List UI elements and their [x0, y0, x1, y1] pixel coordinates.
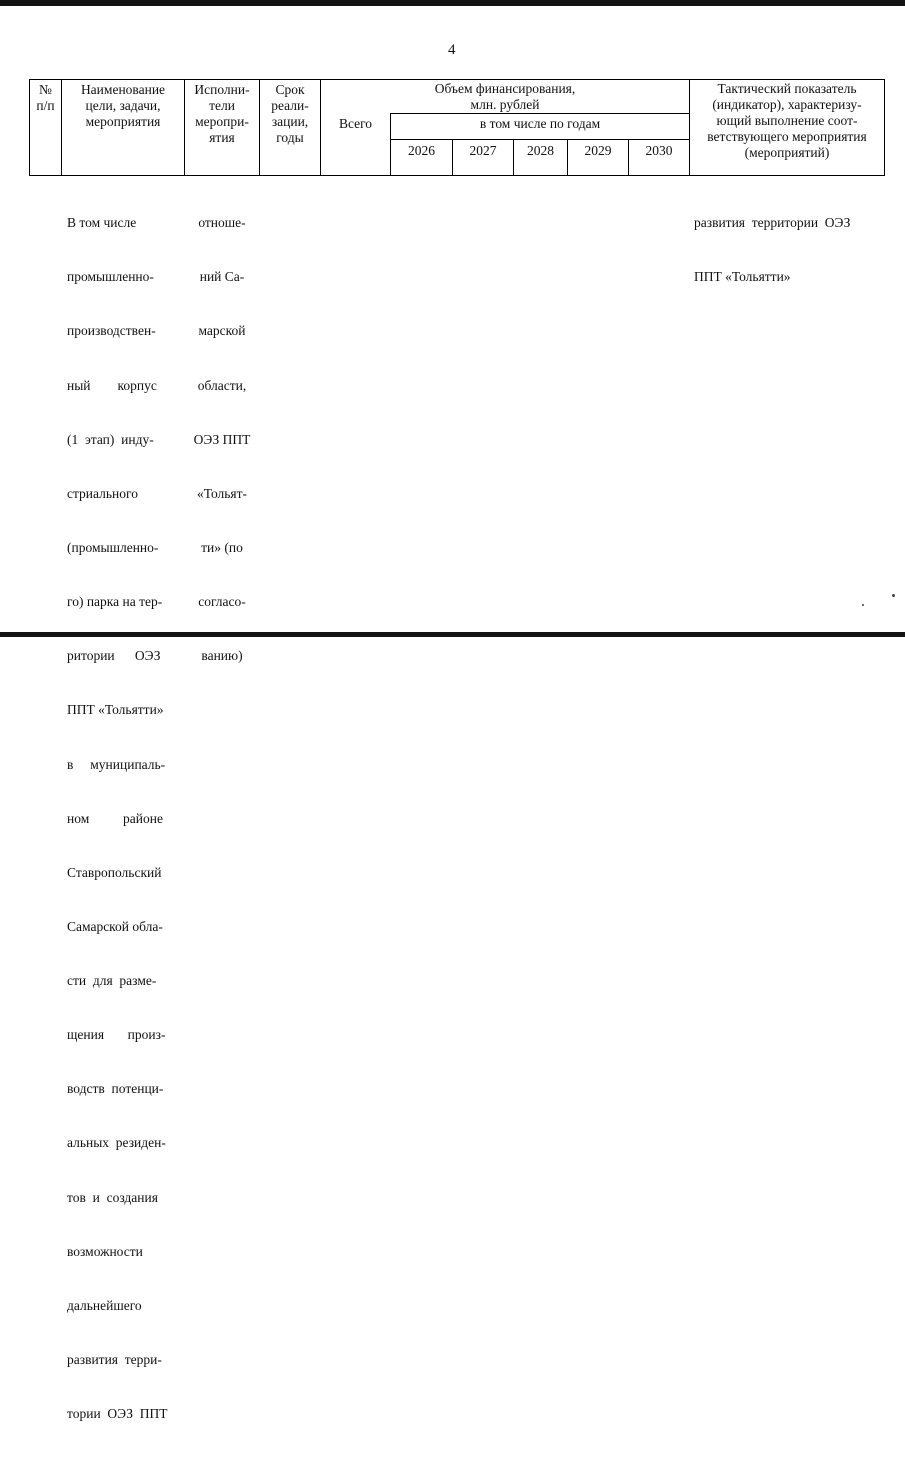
measure-line: промышленно-: [67, 269, 154, 285]
funding-title-rule: [390, 113, 689, 114]
executor-line: ванию): [201, 648, 243, 664]
measure-line: в муниципаль-: [67, 756, 166, 772]
measure-line: ный корпус: [67, 377, 157, 393]
measure-line: дальнейшего: [67, 1297, 142, 1313]
header-name: Наименование цели, задачи, мероприятия: [80, 82, 166, 129]
measure-cell: [67, 178, 168, 1459]
executor-line: отноше-: [198, 215, 246, 231]
header-indicator: Тактический показатель (индикатор), характеризу- ющий выполнение соот- ветствующего мероприятия (мероприятий): [707, 81, 867, 160]
measure-line: ном районе: [67, 810, 163, 826]
measure-line: (1 этап) инду-: [67, 431, 154, 447]
header-num: № п/п: [36, 82, 55, 113]
header-bottom-rule: [29, 175, 884, 176]
measure-line: производствен-: [67, 323, 156, 339]
measure-line: го) парка на тер-: [67, 594, 163, 610]
executors-cell: [186, 178, 258, 701]
measure-line: щения произ-: [67, 1027, 166, 1043]
header-year-2026: 2026: [408, 143, 435, 158]
header-total: Всего: [338, 116, 373, 131]
measure-line: тории ОЭЗ ППТ: [67, 1406, 168, 1422]
measure-line: ППТ «Тольятти»: [67, 702, 164, 718]
header-funding-title: Объем финансирования, млн. рублей: [434, 81, 576, 112]
top-scan-border: [0, 0, 905, 6]
measure-line: Самарской обла-: [67, 918, 163, 934]
measure-line: В том числе: [67, 215, 137, 231]
header-year-2029: 2029: [584, 143, 612, 158]
indicator-line: развития территории ОЭЗ: [694, 215, 851, 231]
measure-line: Ставропольский: [67, 864, 162, 880]
scan-speck: [862, 604, 864, 606]
header-year-2030: 2030: [645, 143, 673, 158]
indicator-line: ППТ «Тольятти»: [694, 269, 791, 285]
measure-line: тов и создания: [67, 1189, 158, 1205]
measure-line: альных резиден-: [67, 1135, 166, 1151]
executor-line: ний Са-: [199, 269, 245, 285]
header-by-years: в том числе по годам: [479, 116, 601, 131]
executor-line: ОЭЗ ППТ: [193, 431, 251, 447]
header-term: Срок реали- зации, годы: [271, 82, 309, 145]
executor-line: «Тольят-: [196, 485, 248, 501]
executor-line: согласо-: [198, 594, 246, 610]
header-top-rule: [29, 79, 884, 80]
measure-line: (промышленно-: [67, 539, 159, 555]
col-rule-right: [884, 79, 885, 176]
measure-line: сти для разме-: [67, 973, 157, 989]
executor-line: марской: [198, 323, 246, 339]
measure-line: возможности: [67, 1243, 143, 1259]
executor-line: ти» (по: [201, 539, 243, 555]
header-year-2028: 2028: [527, 143, 554, 158]
bottom-scan-border: [0, 632, 905, 637]
executor-line: области,: [197, 377, 247, 393]
indicator-cell: [694, 178, 850, 322]
scan-speck: [892, 594, 895, 597]
header-executors: Исполни- тели меропри- ятия: [194, 82, 250, 145]
measure-line: стриального: [67, 485, 138, 501]
measure-line: ритории ОЭЗ: [67, 648, 161, 664]
measure-line: водств потенци-: [67, 1081, 164, 1097]
page-number: 4: [448, 42, 456, 58]
years-rule: [390, 139, 689, 140]
measure-line: развития терри-: [67, 1352, 162, 1368]
header-year-2027: 2027: [469, 143, 497, 158]
